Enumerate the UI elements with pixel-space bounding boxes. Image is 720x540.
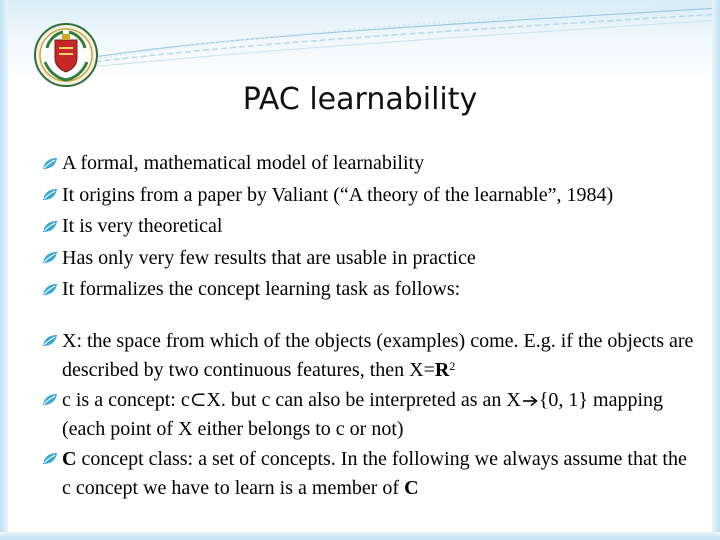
right-arrow-icon xyxy=(522,395,538,407)
concept-text-1: c is a concept: c xyxy=(62,388,190,411)
list-item xyxy=(40,274,700,306)
leaf-bullet-icon xyxy=(42,445,60,475)
exponent: 2 xyxy=(449,359,456,373)
list-item xyxy=(40,180,700,212)
x-space-text: X: the space from which of the objects (examples) come. E.g. if the objects are described by two continuous features, then X= xyxy=(62,329,694,381)
leaf-bullet-icon xyxy=(42,148,60,180)
concept-text-3: {0, 1} mapping (each point of X either belongs to c or not) xyxy=(62,388,664,440)
bullet-text: A formal, mathematical model of learnability xyxy=(62,152,425,174)
concept-text-2: X. but c can also be interpreted as an X xyxy=(206,388,521,411)
bullet-text: It formalizes the concept learning task as follows: xyxy=(62,278,461,300)
decorative-waves xyxy=(0,0,720,80)
university-crest-logo xyxy=(33,22,99,88)
bullet-list xyxy=(40,148,700,504)
leaf-bullet-icon xyxy=(42,274,60,306)
list-item-concept xyxy=(40,386,700,445)
frame-bottom xyxy=(0,532,720,540)
subset-symbol: ⊂ xyxy=(189,388,207,411)
slide-title: PAC learnability xyxy=(242,82,478,117)
leaf-bullet-icon xyxy=(42,327,60,357)
list-item xyxy=(40,211,700,243)
leaf-bullet-icon xyxy=(42,211,60,243)
list-item-concept-class xyxy=(40,445,700,504)
list-item xyxy=(40,243,700,275)
leaf-bullet-icon xyxy=(42,180,60,212)
frame-left xyxy=(0,0,8,540)
bullet-text: Has only very few results that are usable in practice xyxy=(62,246,476,269)
concept-class-text: concept class: a set of concepts. In the following we always assume that the c concept we have to learn is a member of xyxy=(62,447,687,499)
leaf-bullet-icon xyxy=(42,386,60,416)
leaf-bullet-icon xyxy=(42,243,60,275)
bullet-text: It is very theoretical xyxy=(62,215,223,237)
concept-class-symbol-end: C xyxy=(404,477,419,499)
concept-class-symbol: C xyxy=(62,447,77,470)
list-item-x-space xyxy=(40,327,700,386)
bullet-text: It origins from a paper by Valiant (“A theory of the learnable”, 1984) xyxy=(62,183,614,206)
list-item xyxy=(40,148,700,180)
frame-right xyxy=(712,0,720,540)
real-numbers-symbol: R xyxy=(434,359,450,381)
spacer xyxy=(40,306,700,327)
